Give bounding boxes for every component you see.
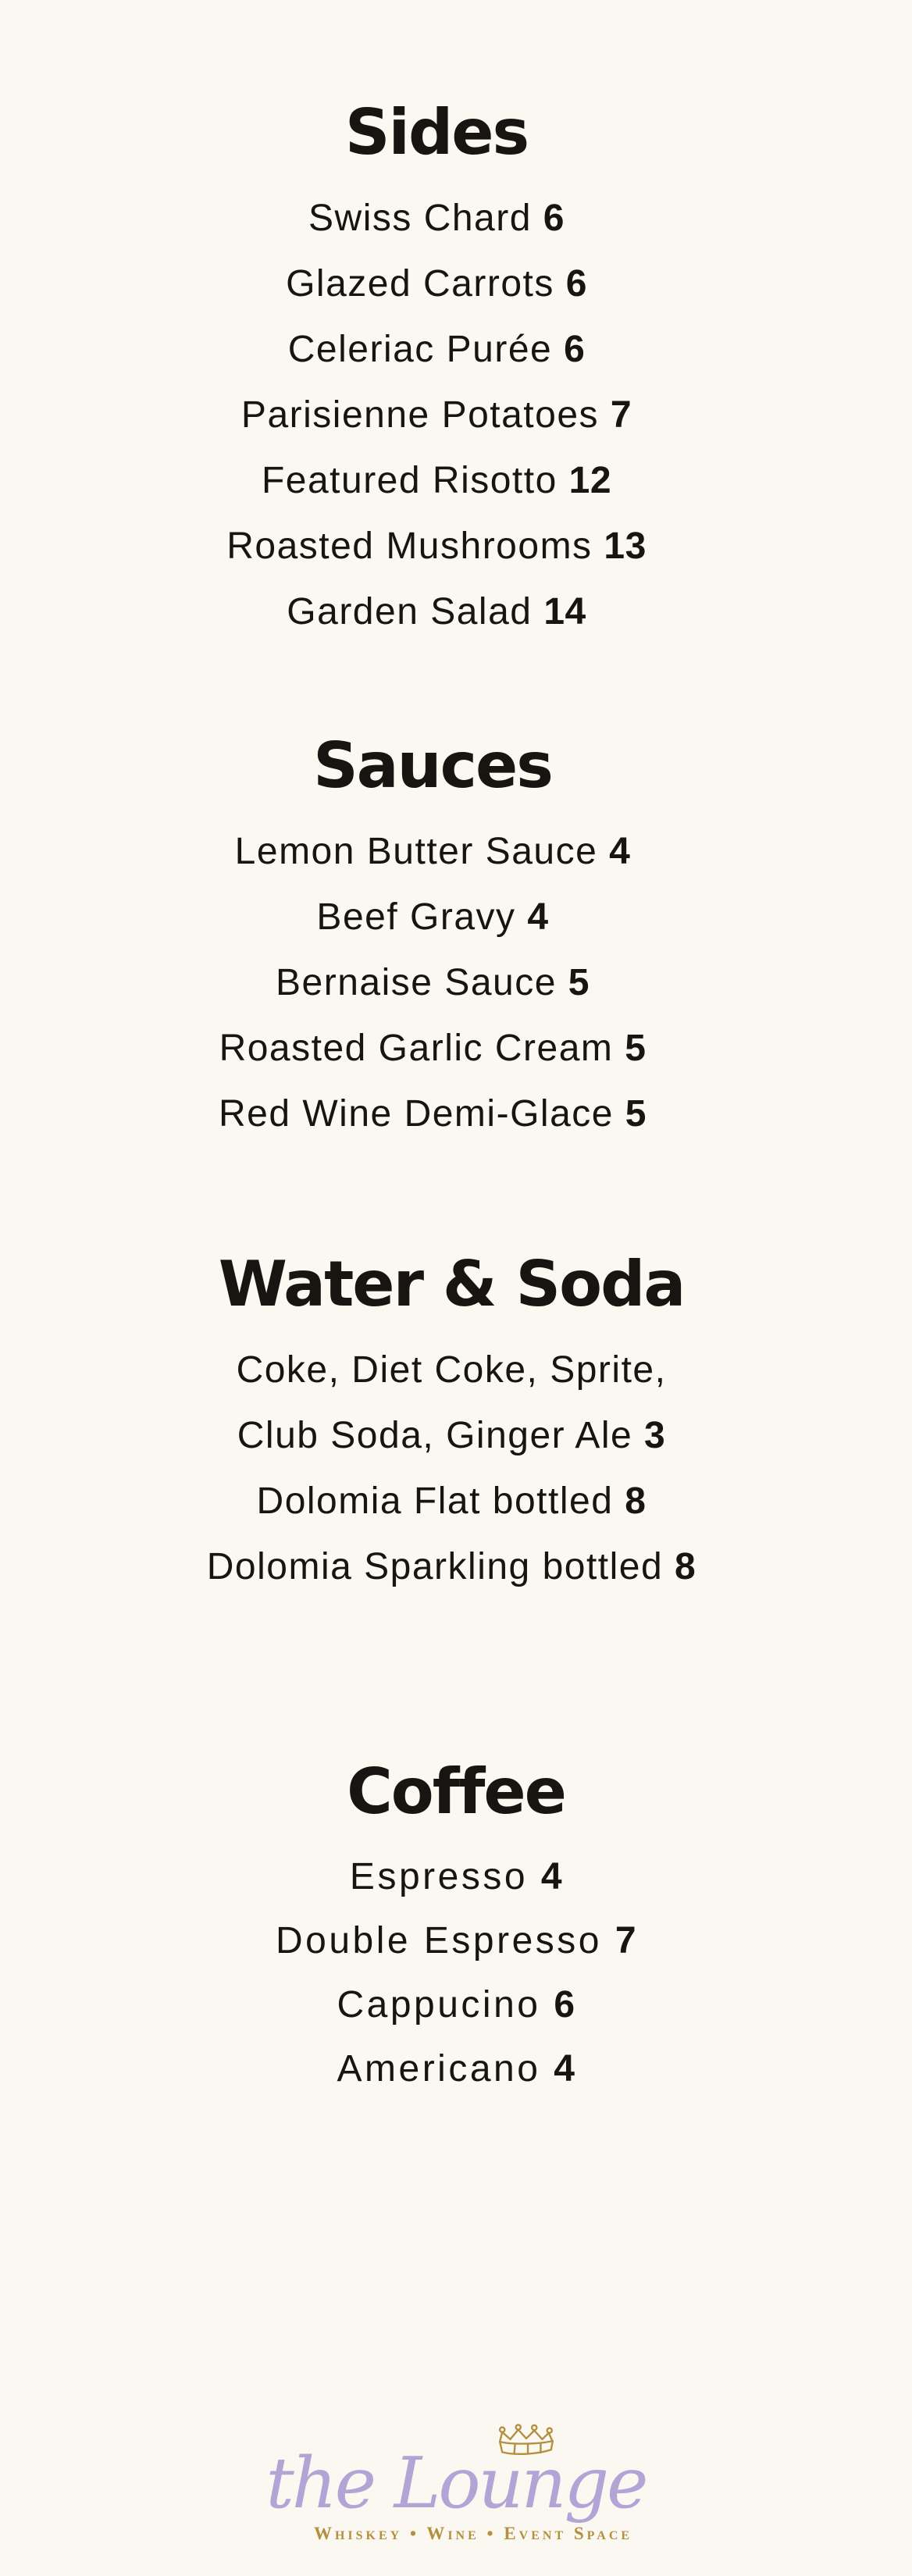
menu-item-price: 12 [568,460,612,501]
menu-item-name: Glazed Carrots [286,263,554,305]
section-items-sauces [0,819,889,1147]
menu-item-name: Espresso [349,1856,529,1897]
menu-item [0,1081,889,1147]
menu-item [0,317,892,383]
menu-item [0,448,892,514]
section-title-coffee: Coffee [347,1755,565,1828]
menu-item-name: Swiss Chard [308,198,532,239]
menu-item-price: 8 [625,1480,647,1522]
section-items-coffee [0,1845,912,2101]
menu-item [0,579,892,645]
menu-item-name: Cappucino [337,1984,541,2026]
menu-item-price: 6 [543,198,565,239]
menu-item-price: 6 [565,263,587,305]
menu-item [0,885,889,950]
menu-item-price: 7 [615,1920,637,1961]
section-sauces [0,729,889,1147]
menu-item [0,1338,907,1403]
menu-item-price: 5 [625,1028,647,1069]
menu-item-price: 4 [554,2048,575,2090]
menu-item-name: Celeriac Purée [287,329,553,370]
menu-item-price: 4 [609,831,631,872]
section-coffee [0,1755,912,2101]
menu-item [0,186,892,251]
menu-item [0,819,889,885]
menu-item-name: Dolomia Sparkling bottled [206,1546,664,1587]
menu-item-price: 14 [543,591,586,632]
section-title-sauces: Sauces [313,729,552,802]
section-water-soda [0,1248,907,1600]
menu-item-price: 4 [527,896,549,938]
menu-item-name: Parisienne Potatoes [240,394,600,436]
menu-item [0,1534,907,1600]
menu-item [0,251,892,317]
logo [0,2417,912,2544]
menu-item-price: 6 [564,329,586,370]
menu-item [0,1469,907,1534]
menu-item-price: 6 [554,1984,575,2026]
menu-item [0,1973,912,2037]
menu-item-name: Garden Salad [287,591,533,632]
menu-item-name: Dolomia Flat bottled [256,1480,614,1522]
menu-item-name: Club Soda, Ginger Ale [237,1415,633,1456]
menu-item-price: 5 [568,962,590,1003]
menu-item-price: 13 [604,526,647,567]
menu-item [0,514,892,579]
menu-item-name: Roasted Garlic Cream [219,1028,614,1069]
menu-item [0,1403,907,1469]
section-items-sides [0,186,892,645]
logo-script-text: the Lounge [265,2442,647,2524]
section-sides [0,96,892,645]
menu-item-name: Lemon Butter Sauce [234,831,598,872]
menu-item [0,1016,889,1081]
menu-item-name: Featured Risotto [261,460,558,501]
menu-item [0,2037,912,2101]
menu-item [0,1909,912,1973]
section-title-sides: Sides [344,96,529,169]
menu-item-name: Bernaise Sauce [276,962,557,1003]
menu-item-name: Beef Gravy [316,896,516,938]
menu-item-price: 5 [625,1093,647,1135]
menu-item [0,1845,912,1909]
menu-item [0,950,889,1016]
menu-item-name: Coke, Diet Coke, Sprite, [236,1349,667,1391]
menu-item-price: 8 [675,1546,696,1587]
section-title-water-soda: Water & Soda [218,1248,685,1320]
menu-item-price: 3 [644,1415,666,1456]
logo-tagline: Whiskey • Wine • Event Space [313,2524,633,2543]
menu-item-price: 7 [610,394,632,436]
menu-item-name: Roasted Mushrooms [226,526,593,567]
section-items-water-soda [0,1338,907,1600]
menu-item-name: Double Espresso [275,1920,602,1961]
menu-item-price: 4 [540,1856,563,1897]
menu-item [0,383,892,448]
menu-item-name: Americano [337,2048,541,2090]
menu-item-name: Red Wine Demi-Glace [218,1093,614,1135]
